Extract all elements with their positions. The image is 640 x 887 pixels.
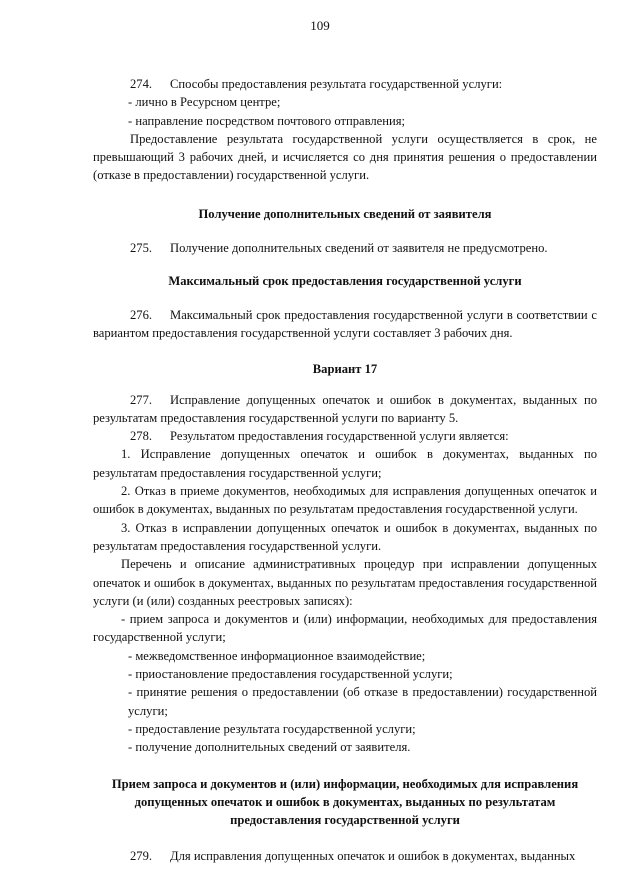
page-number: 109 [310, 18, 330, 33]
result-item-2: 2. Отказ в приеме документов, необходимых для исправления допущенных опечаток и ошибок в документах, выданных по результатам предоставления государственной услуги. [93, 484, 597, 517]
paragraph-text: Получение дополнительных сведений от заявителя не предусмотрено. [170, 241, 548, 256]
list-item: - направление посредством почтового отправления; [128, 113, 406, 128]
result-item-1: 1. Исправление допущенных опечаток и ошибок в документах, выданных по результатам предоставления государственной услуги; [93, 447, 597, 480]
paragraph-276 [93, 306, 597, 343]
paragraph-number: 274. [130, 77, 153, 91]
paragraph-number: 275. [130, 241, 153, 256]
list-item: - лично в Ресурсном центре; [128, 95, 281, 110]
section-heading-max-term: Максимальный срок предоставления государственной услуги [168, 274, 522, 289]
paragraph-text: Максимальный срок предоставления государственной услуги в соответствии с вариантом предоставления государственной услуги составляет 3 рабочих дня. [93, 307, 597, 340]
paragraph-text: Результатом предоставления государственной услуги является: [170, 429, 509, 444]
paragraph-279 [93, 847, 597, 865]
section-heading-variant: Вариант 17 [312, 362, 378, 377]
paragraph-274 [93, 75, 597, 93]
paragraph-278 [93, 427, 597, 445]
procedure-item: - получение дополнительных сведений от заявителя. [128, 740, 411, 755]
procedure-item: - межведомственное информационное взаимодействие; [128, 648, 426, 663]
paragraph-274-note: Предоставление результата государственной услуги осуществляется в срок, не превышающий 3 рабочих дней, и исчисляется со дня принятия решения о предоставлении (отказе в предоставлении) государственной услуги. [93, 131, 597, 183]
paragraph-number: 277. [130, 392, 153, 407]
paragraph-277 [93, 391, 597, 428]
paragraph-number: 278. [130, 429, 153, 444]
document-body [93, 75, 597, 865]
paragraph-number: 279. [130, 848, 153, 863]
paragraph-text: Исправление допущенных опечаток и ошибок в документах, выданных по результатам предоставления государственной услуги по варианту 5. [93, 392, 597, 425]
procedure-item: - предоставление результата государственной услуги; [128, 721, 416, 736]
section-heading-reception: Прием запроса и документов и (или) информации, необходимых для исправления допущенных опечаток и ошибок в документах, выданных по результатам предоставления государственной услуги [111, 776, 579, 827]
procedure-item: - прием запроса и документов и (или) информации, необходимых для предоставления государственной услуги; [93, 612, 597, 645]
procedures-intro: Перечень и описание административных процедур при исправлении допущенных опечаток и ошибок в документах, выданных по результатам предоставления государственной услуги (и (или) созданных реестровых записях): [93, 557, 597, 608]
paragraph-number: 276. [130, 307, 153, 322]
procedure-item: - приостановление предоставления государственной услуги; [128, 667, 453, 682]
procedure-item: - принятие решения о предоставлении (об отказе в предоставлении) государственной услуги; [128, 685, 597, 718]
section-heading-additional-info: Получение дополнительных сведений от заявителя [198, 206, 492, 221]
result-item-3: 3. Отказ в исправлении допущенных опечаток и ошибок в документах, выданных по результатам предоставления государственной услуги. [93, 520, 597, 553]
paragraph-275 [93, 239, 597, 257]
paragraph-text: Для исправления допущенных опечаток и ошибок в документах, выданных [170, 848, 576, 863]
paragraph-text: Способы предоставления результата государственной услуги: [170, 77, 503, 91]
